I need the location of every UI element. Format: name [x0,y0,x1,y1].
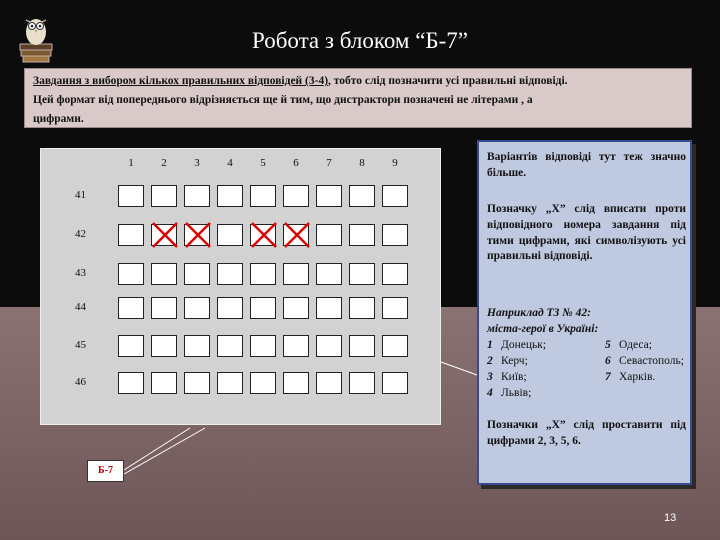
answer-cell[interactable] [250,372,276,394]
answer-cell[interactable] [316,185,342,207]
answer-cell[interactable] [250,185,276,207]
option-text: Донецьк; [501,339,547,351]
example-option [487,338,546,354]
answer-cell[interactable] [151,335,177,357]
page-number: 13 [664,512,677,524]
answer-cell[interactable] [316,224,342,246]
row-label: 41 [75,189,86,201]
answer-cell[interactable] [217,263,243,285]
answer-cell[interactable] [349,335,375,357]
explanation-paragraph-3: Позначки „Х” слід проставити під цифрами 2, 3, 5, 6. [487,419,686,447]
option-number: 4 [487,387,493,399]
row-label: 46 [75,376,86,388]
example-option [605,354,684,370]
task-line2: Цей формат від попереднього відрізняється ще й тим, що дистрактори позначені не літерами , а [33,94,533,106]
answer-cell[interactable] [283,224,309,246]
column-label: 8 [359,157,365,169]
answer-cell[interactable] [118,335,144,357]
answer-cell[interactable] [184,263,210,285]
row-label: 43 [75,267,86,279]
column-label: 6 [293,157,299,169]
answer-cell[interactable] [349,263,375,285]
answer-cell[interactable] [184,185,210,207]
answer-cell[interactable] [217,224,243,246]
answer-cell[interactable] [217,297,243,319]
answer-cell[interactable] [118,263,144,285]
option-text: Харків. [619,371,656,383]
column-label: 4 [227,157,233,169]
example-option [487,354,528,370]
row-label: 42 [75,228,86,240]
answer-cell[interactable] [217,185,243,207]
option-number: 6 [605,355,611,367]
task-line1-rest: , тобто слід позначити усі правильні відповіді. [328,75,568,87]
answer-cell[interactable] [316,297,342,319]
answer-cell[interactable] [283,263,309,285]
answer-cell[interactable] [184,372,210,394]
answer-cell[interactable] [349,185,375,207]
answer-cell[interactable] [382,185,408,207]
answer-cell[interactable] [382,297,408,319]
option-text: Севастополь; [619,355,684,367]
example-option [487,370,527,386]
answer-cell[interactable] [184,224,210,246]
option-number: 5 [605,339,611,351]
answer-cell[interactable] [250,263,276,285]
explanation-panel [477,140,692,485]
option-text: Одеса; [619,339,652,351]
answer-grid [40,148,441,425]
answer-cell[interactable] [349,224,375,246]
block-tag: Б-7 [87,460,124,482]
answer-cell[interactable] [283,335,309,357]
answer-cell[interactable] [283,372,309,394]
example-title: Наприклад ТЗ № 42: [487,307,592,319]
answer-cell[interactable] [382,224,408,246]
answer-cell[interactable] [250,224,276,246]
answer-cell[interactable] [118,224,144,246]
column-label: 5 [260,157,266,169]
example-option [605,338,652,354]
x-mark-icon [283,220,311,250]
answer-cell[interactable] [382,263,408,285]
answer-cell[interactable] [382,372,408,394]
x-mark-icon [184,220,212,250]
slide-title: Робота з блоком “Б-7” [251,28,468,53]
answer-cell[interactable] [283,297,309,319]
answer-cell[interactable] [250,297,276,319]
row-label: 45 [75,339,86,351]
example-subtitle: міста-герої в Україні: [487,323,599,335]
answer-cell[interactable] [217,335,243,357]
column-label: 2 [161,157,167,169]
answer-cell[interactable] [349,297,375,319]
answer-cell[interactable] [151,372,177,394]
answer-cell[interactable] [316,372,342,394]
x-mark-icon [250,220,278,250]
x-mark-icon [151,220,179,250]
answer-cell[interactable] [316,263,342,285]
option-number: 2 [487,355,493,367]
example-option [605,370,655,386]
column-label: 9 [392,157,398,169]
column-label: 7 [326,157,332,169]
answer-cell[interactable] [118,297,144,319]
column-label: 1 [128,157,134,169]
option-number: 7 [605,371,611,383]
row-label: 44 [75,301,86,313]
answer-cell[interactable] [250,335,276,357]
answer-cell[interactable] [217,372,243,394]
answer-cell[interactable] [283,185,309,207]
answer-cell[interactable] [118,372,144,394]
option-text: Київ; [501,371,527,383]
explanation-paragraph-2: Позначку „Х” слід вписати проти відповідного номера завдання під тими цифрами, які символізують усі правильні відповіді. [487,203,686,263]
task-line3: цифрами. [33,113,84,125]
answer-cell[interactable] [184,297,210,319]
option-number: 3 [487,371,493,383]
answer-cell[interactable] [151,224,177,246]
answer-cell[interactable] [118,185,144,207]
option-text: Львів; [501,387,532,399]
answer-cell[interactable] [151,263,177,285]
task-line1-underlined: Завдання з вибором кількох правильних відповідей (3-4) [33,75,329,87]
column-label: 3 [194,157,200,169]
answer-cell[interactable] [382,335,408,357]
answer-cell[interactable] [151,297,177,319]
option-number: 1 [487,339,493,351]
option-text: Керч; [501,355,528,367]
example-option [487,386,531,402]
answer-cell[interactable] [184,335,210,357]
answer-cell[interactable] [349,372,375,394]
explanation-paragraph-1: Варіантів відповіді тут теж значно більше. [487,151,686,179]
answer-cell[interactable] [316,335,342,357]
answer-cell[interactable] [151,185,177,207]
